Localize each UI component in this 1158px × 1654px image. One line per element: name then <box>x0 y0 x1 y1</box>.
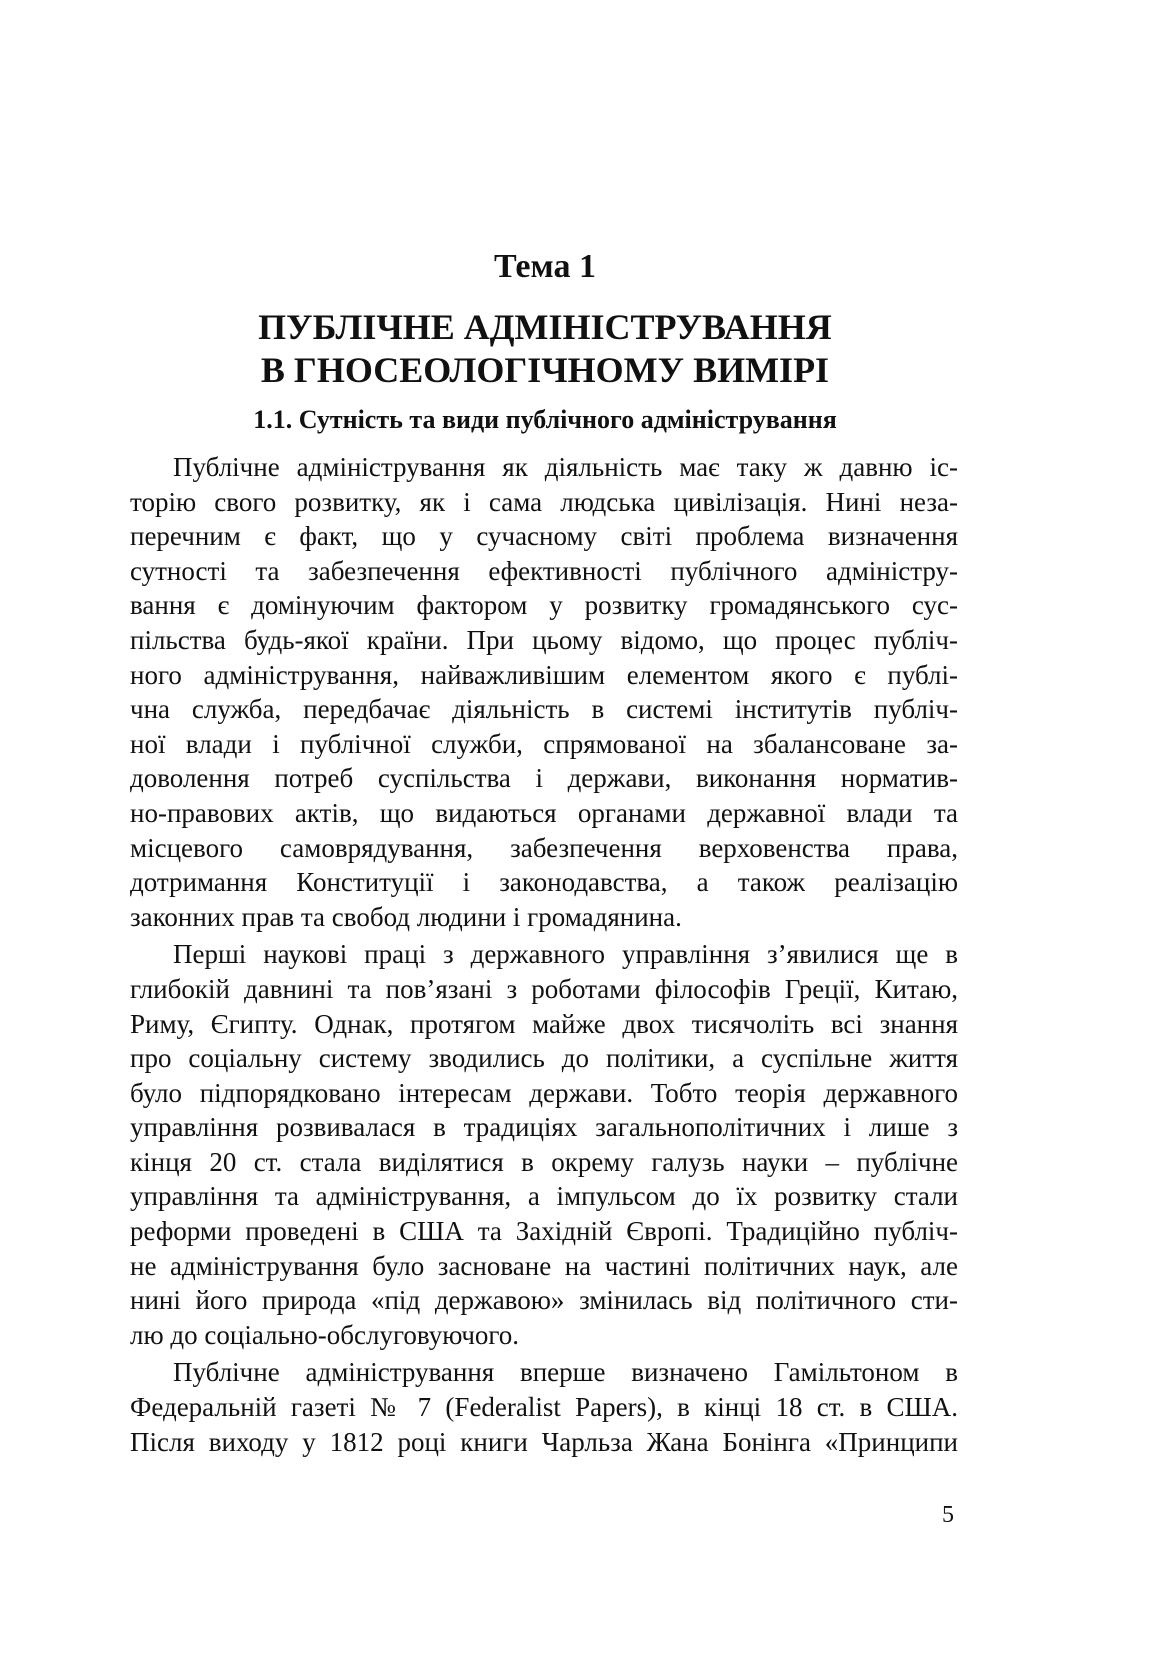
text-line: ної влади і публічної служби, спрямованої на збалансоване за- <box>130 728 958 759</box>
text-line: Публічне адміністрування вперше визначено Гамільтоном в <box>173 1357 958 1388</box>
text-line: но-правових актів, що видаються органами державної влади та <box>130 797 958 828</box>
chapter-title <box>0 306 1090 392</box>
text-line: кінця 20 ст. стала виділятися в окрему галузь науки – публічне <box>130 1146 958 1177</box>
text-line: було підпорядковано інтересам держави. Тобто теорія державного <box>130 1077 958 1108</box>
text-line: доволення потреб суспільства і держави, виконання норматив- <box>130 763 958 794</box>
text-line: ного адміністрування, найважливішим елементом якого є публі- <box>130 659 958 690</box>
text-line: не адміністрування було засноване на частині політичних наук, але <box>130 1250 958 1281</box>
paragraph <box>130 450 958 934</box>
chapter-title-line: ПУБЛІЧНЕ АДМІНІСТРУВАННЯ <box>258 307 832 347</box>
text-line: Риму, Єгипту. Однак, протягом майже двох тисячоліть всі знання <box>130 1008 958 1039</box>
text-line: глибокій давнині та пов’язані з роботами філософів Греції, Китаю, <box>130 973 958 1004</box>
paragraph <box>130 937 958 1352</box>
text-line: торію свого розвитку, як і сама людська цивілізація. Нині неза- <box>130 486 958 517</box>
topic-heading: Тема 1 <box>494 248 596 285</box>
text-line: місцевого самоврядування, забезпечення верховенства права, <box>130 832 958 863</box>
text-line: перечним є факт, що у сучасному світі проблема визначення <box>130 521 958 552</box>
page-number: 5 <box>942 1502 954 1528</box>
body-text <box>130 450 958 1462</box>
text-line: про соціальну систему зводились до політики, а суспільне життя <box>130 1043 958 1074</box>
chapter-title-line: В ГНОСЕОЛОГІЧНОМУ ВИМІРІ <box>260 350 830 390</box>
text-line: вання є домінуючим фактором у розвитку громадянського сус- <box>130 590 958 621</box>
text-line: лю до соціально-обслуговуючого. <box>130 1319 520 1350</box>
text-line: пільства будь-якої країни. При цьому відомо, що процес публіч- <box>130 624 958 655</box>
text-line: сутності та забезпечення ефективності публічного адміністру- <box>130 555 958 586</box>
text-line: Перші наукові праці з державного управління з’явилися ще в <box>173 939 958 970</box>
text-line: реформи проведені в США та Західній Європі. Традиційно публіч- <box>130 1216 958 1247</box>
section-title: 1.1. Сутність та види публічного адміністрування <box>253 405 837 434</box>
text-line: Публічне адміністрування як діяльність має таку ж давню іс- <box>173 452 958 482</box>
paragraph <box>130 1355 958 1459</box>
text-line: дотримання Конституції і законодавства, а також реалізацію <box>130 867 958 898</box>
text-line: управління та адміністрування, а імпульсом до їх розвитку стали <box>130 1181 958 1212</box>
text-line: чна служба, передбачає діяльність в системі інститутів публіч- <box>130 694 958 725</box>
text-line: Після виходу у 1812 році книги Чарльза Жана Бонінга «Принципи <box>130 1426 958 1457</box>
text-line: законних прав та свобод людини і громадянина. <box>130 901 682 932</box>
text-line: нині його природа «під державою» змінилась від політичного сти- <box>130 1285 958 1316</box>
text-line: Федеральній газеті № 7 (Federalist Papers), в кінці 18 ст. в США. <box>130 1392 958 1423</box>
text-line: управління розвивалася в традиціях загальнополітичних і лише з <box>130 1112 958 1143</box>
